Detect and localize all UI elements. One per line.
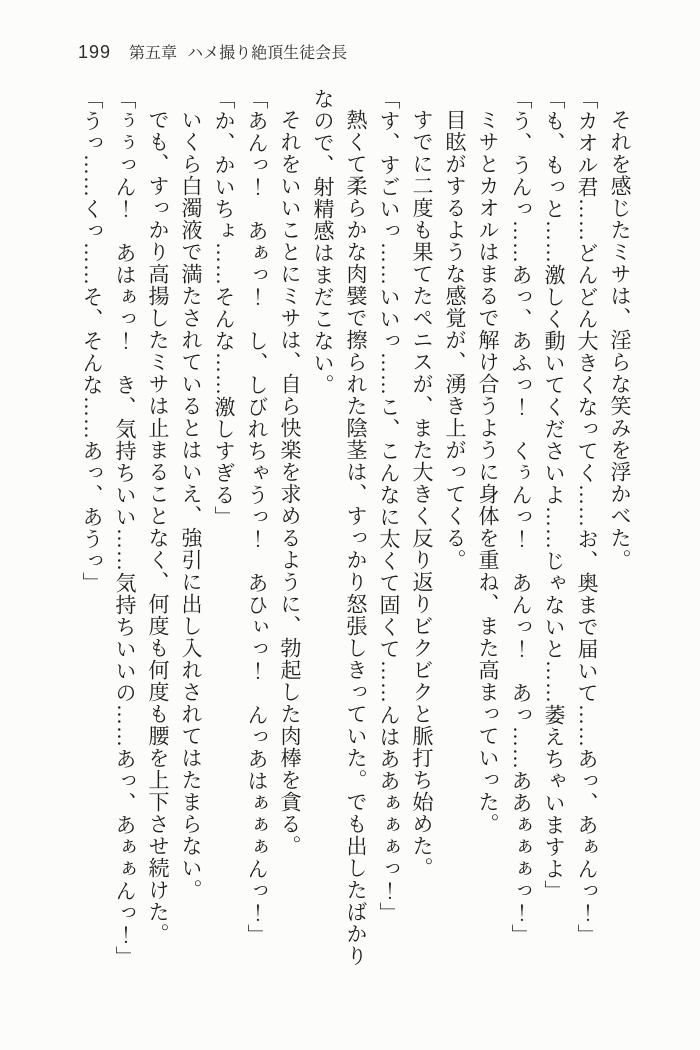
running-header [78, 40, 347, 63]
paragraph: 「か、かいちょ……そんな……激しすぎる」 [212, 88, 236, 528]
page-number: 199 [78, 42, 112, 62]
paragraph: 「す、すごいっ……いいっ……こ、こんなに太くて固くて……んはああぁぁぁっ！」 [377, 88, 401, 924]
paragraph: 目眩がするような感覚が、湧き上がってくる。 [443, 109, 467, 571]
paragraph: 「も、もっと……激しく動いてくださいよ……じゃないと……萎えちゃいますよ」 [542, 88, 566, 902]
paragraph: ミサとカオルはまるで解け合うように身体を重ね、また高まっていった。 [476, 109, 500, 835]
paragraph: でも、すっかり高揚したミサは止まることなく、何度も何度も腰を上下させ続けた。 [146, 109, 170, 945]
paragraph: 「あんっ！ あぁっ！ し、しびれちゃうっ！ あひぃっ！ んっあはぁぁぁんっ！」 [245, 88, 269, 946]
chapter-label: 第五章 [129, 45, 178, 62]
paragraph: 「う、うんっ……あっ、あふっ！ くぅんっ！ あんっ！ あっ……ああぁぁぁっ！」 [509, 88, 533, 946]
paragraph: それをいいことにミサは、自ら快楽を求めるように、勃起した肉棒を貪る。 [278, 109, 302, 857]
paragraph: 熱くて柔らかな肉襞で擦られた陰茎は、すっかり怒張しきっていた。でも出したばかり [344, 109, 368, 967]
paragraph: なので、射精感はまだこない。 [311, 88, 335, 396]
paragraph: 「カオル君……どんどん大きくなってく……お、奥まで届いて……あっ、あぁんっ！」 [575, 88, 599, 946]
body-text [75, 88, 636, 1040]
paragraph: 「うっ……くっ……そ、そんな……あっ、あうっ」 [80, 88, 104, 594]
paragraph: 「ぅぅっん！ あはぁっ！ き、気持ちいい……気持ちいいの……あっ、あぁぁんっ！」 [113, 88, 137, 968]
paragraph: いくら白濁液で満たされているとはいえ、強引に出し入れされてはたまらない。 [179, 109, 203, 901]
chapter-title: ハメ撮り絶頂生徒会長 [187, 45, 348, 62]
paragraph: すでに二度も果てたペニスが、また大きく反り返りビクビクと脈打ち始めた。 [410, 109, 434, 879]
paragraph: それを感じたミサは、淫らな笑みを浮かべた。 [608, 109, 632, 571]
